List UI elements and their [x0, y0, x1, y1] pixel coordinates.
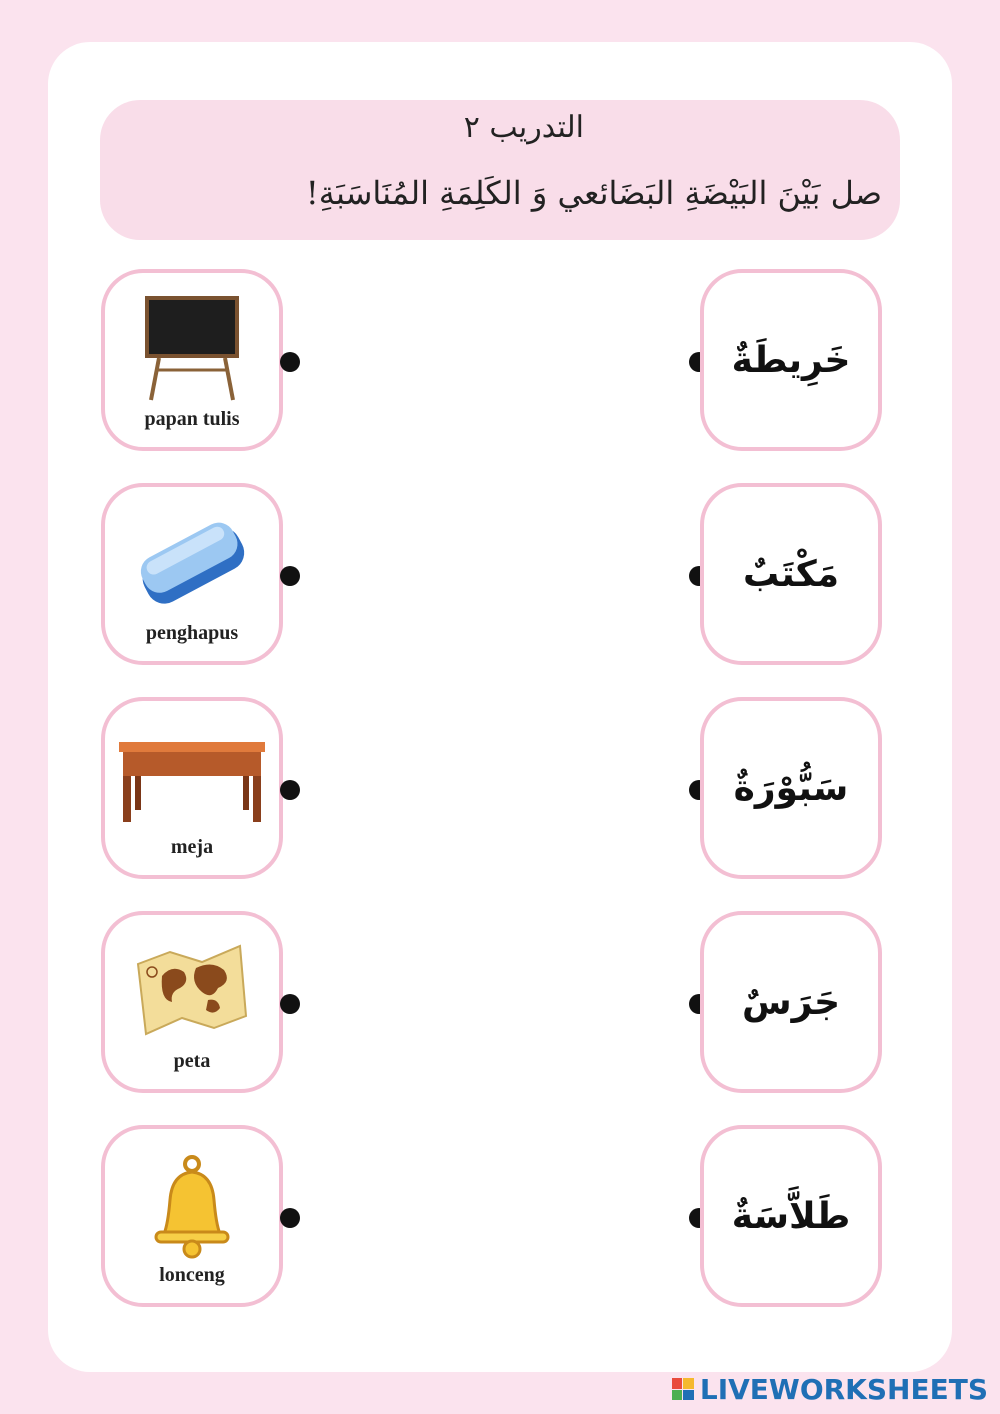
bell-icon [142, 1150, 242, 1260]
match-dot-left-4[interactable] [280, 994, 300, 1014]
exercise-instruction: صل بَيْنَ البَيْضَةِ البَضَائعي وَ الكَلِمَةِ المُنَاسَبَةِ! [305, 174, 882, 212]
arabic-word: طَلاَّسَةٌ [731, 1195, 851, 1237]
picture-card-eraser [101, 483, 283, 665]
match-dot-left-2[interactable] [280, 566, 300, 586]
picture-caption: meja [170, 836, 214, 858]
picture-card-blackboard [101, 269, 283, 451]
exercise-header [100, 100, 900, 240]
arabic-word: سَبُّوْرَةٌ [733, 767, 849, 809]
picture-card-table [101, 697, 283, 879]
arabic-word: جَرَسٌ [742, 981, 841, 1023]
brand-text: LIVEWORKSHEETS [699, 1372, 988, 1406]
word-card-3 [700, 697, 882, 879]
picture-caption: penghapus [145, 622, 239, 644]
liveworksheets-logo-icon [672, 1378, 694, 1400]
match-dot-left-3[interactable] [280, 780, 300, 800]
exercise-title: التدريب ٢ [463, 110, 584, 145]
picture-caption: lonceng [159, 1264, 225, 1286]
arabic-word: خَرِيطَةٌ [731, 339, 851, 381]
match-dot-left-1[interactable] [280, 352, 300, 372]
picture-card-map [101, 911, 283, 1093]
table-icon [117, 722, 267, 832]
word-card-5 [700, 1125, 882, 1307]
eraser-icon [127, 508, 257, 618]
word-card-2 [700, 483, 882, 665]
map-icon [132, 936, 252, 1046]
word-card-1 [700, 269, 882, 451]
liveworksheets-brand [672, 1374, 988, 1404]
picture-caption: papan tulis [144, 408, 240, 430]
picture-caption: peta [173, 1050, 211, 1072]
arabic-word: مَكْتَبٌ [742, 553, 840, 595]
word-card-4 [700, 911, 882, 1093]
picture-card-bell [101, 1125, 283, 1307]
blackboard-icon [137, 294, 247, 404]
match-dot-left-5[interactable] [280, 1208, 300, 1228]
